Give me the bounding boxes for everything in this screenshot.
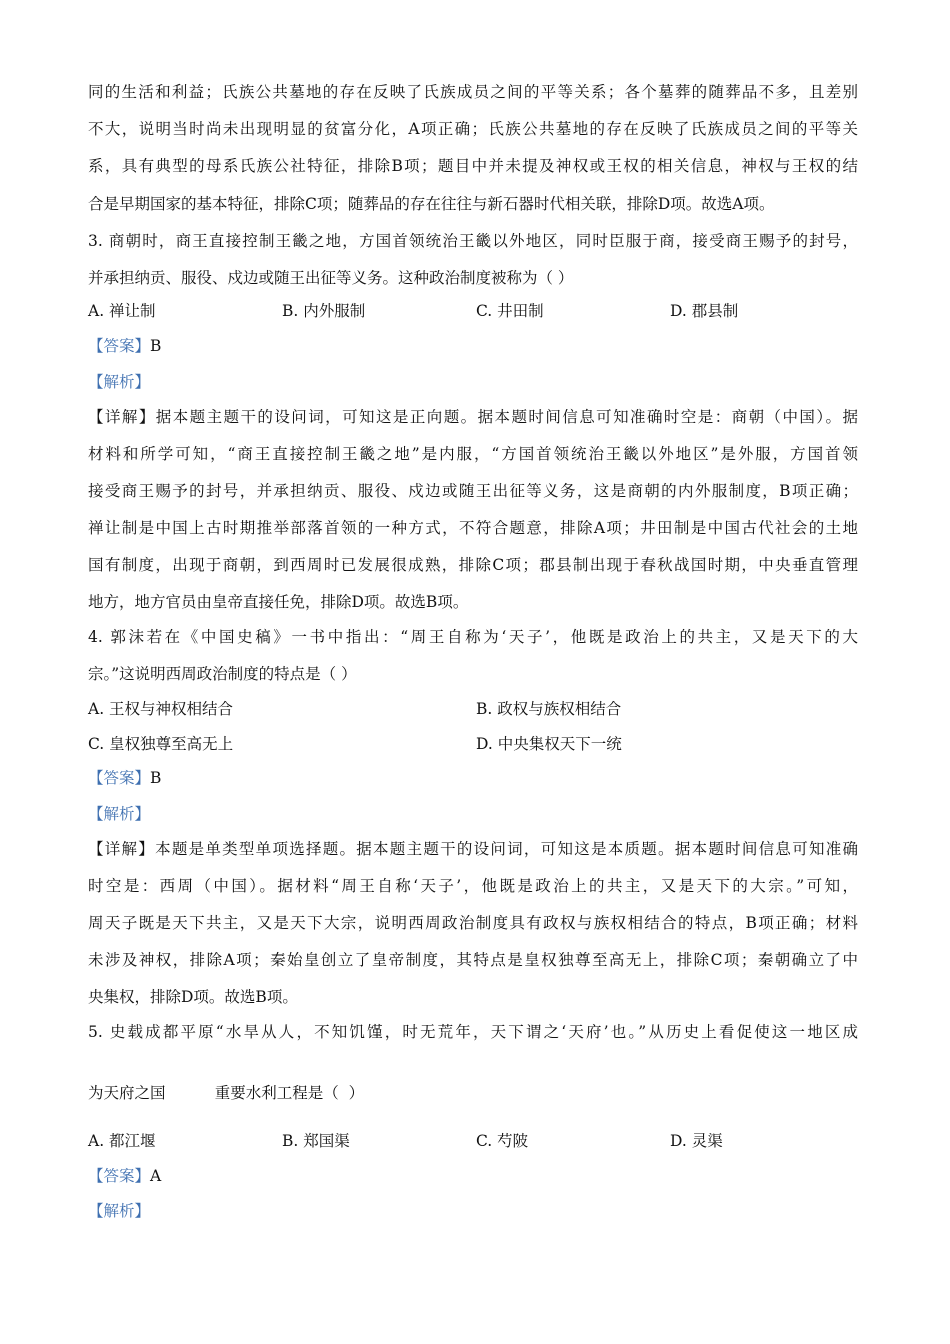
q4-option-b: B. 政权与族权相结合 [476, 700, 622, 718]
q3-stem-line: 并承担纳贡、服役、戍边或随王出征等义务。这种政治制度被称为（ ） [88, 269, 574, 287]
analysis-tag: 【解析】 [88, 1202, 151, 1220]
q4-detail-line: 时空是：西周（中国）。据材料“周王自称‘天子’，他既是政治上的共主，又是天下的大宗。”可知， [88, 877, 858, 895]
q5-option-d: D. 灵渠 [670, 1132, 723, 1150]
answer-tag: 【答案】 [88, 769, 151, 787]
detail-tag: 【详解】 [88, 840, 156, 858]
q4-detail-line: 周天子既是天下共主，又是天下大宗，说明西周政治制度具有政权与族权相结合的特点，B项正确；材料 [88, 914, 858, 932]
q3-stem-line: 3. 商朝时，商王直接控制王畿之地，方国首领统治王畿以外地区，同时臣服于商，接受商王赐予的封号， [88, 232, 858, 250]
q5-option-c: C. 芍陂 [476, 1132, 529, 1150]
q4-detail-line [88, 837, 858, 861]
q2-analysis-line: 系，具有典型的母系氏族公社特征，排除B项；题目中并未提及神权或王权的相关信息，神权与王权的结 [88, 157, 858, 175]
detail-text: 本题是单类型单项选择题。据本题主题干的设问词，可知这是本质题。据本题时间信息可知准确 [155, 840, 858, 858]
q3-detail-line: 地方，地方官员由皇帝直接任免，排除D项。故选B项。 [88, 593, 469, 611]
q3-option-d: D. 郡县制 [670, 302, 739, 320]
q5-answer [88, 1164, 858, 1188]
q4-detail-line: 央集权，排除D项。故选B项。 [88, 988, 298, 1006]
q3-analysis-tag [88, 370, 858, 394]
q2-analysis-line: 合是早期国家的基本特征，排除C项；随葬品的存在往往与新石器时代相关联，排除D项。故选A项。 [88, 195, 775, 213]
q5-stem-line: 为天府之国 重要水利工程是（ ） [88, 1084, 365, 1102]
q4-stem-line: 宗。”这说明西周政治制度的特点是（ ） [88, 665, 357, 683]
q4-analysis-tag [88, 802, 858, 826]
answer-tag: 【答案】 [88, 1167, 151, 1185]
answer-value: B [150, 337, 162, 355]
q5-option-a: A. 都江堰 [88, 1132, 156, 1150]
detail-text: 据本题主题干的设问词，可知这是正向题。据本题时间信息可知准确时空是：商朝（中国）。据 [155, 408, 858, 426]
q4-option-a: A. 王权与神权相结合 [88, 700, 234, 718]
analysis-tag: 【解析】 [88, 373, 151, 391]
answer-tag: 【答案】 [88, 337, 151, 355]
q3-detail-line: 材料和所学可知，“商王直接控制王畿之地”是内服，“方国首领统治王畿以外地区”是外服，方国首领 [88, 445, 858, 463]
q3-detail-line: 国有制度，出现于商朝，到西周时已发展很成熟，排除C项；郡县制出现于春秋战国时期，中央垂直管理 [88, 556, 858, 574]
q5-analysis-tag [88, 1199, 858, 1223]
q2-analysis-line: 同的生活和利益；氏族公共墓地的存在反映了氏族成员之间的平等关系；各个墓葬的随葬品不多，且差别 [88, 83, 858, 101]
q5-option-b: B. 郑国渠 [282, 1132, 350, 1150]
q2-analysis-line: 不大，说明当时尚未出现明显的贫富分化，A项正确；氏族公共墓地的存在反映了氏族成员之间的平等关 [88, 120, 858, 138]
q4-stem-line: 4. 郭沫若在《中国史稿》一书中指出：“周王自称为‘天子’，他既是政治上的共主，又是天下的大 [88, 628, 858, 646]
detail-tag: 【详解】 [88, 408, 156, 426]
analysis-tag: 【解析】 [88, 805, 151, 823]
q4-option-d: D. 中央集权天下一统 [476, 735, 622, 753]
q3-option-b: B. 内外服制 [282, 302, 366, 320]
q4-option-c: C. 皇权独尊至高无上 [88, 735, 234, 753]
q4-detail-line: 未涉及神权，排除A项；秦始皇创立了皇帝制度，其特点是皇权独尊至高无上，排除C项；秦朝确立了中 [88, 951, 858, 969]
q3-option-c: C. 井田制 [476, 302, 544, 320]
q4-answer [88, 766, 858, 790]
q3-detail-line: 接受商王赐予的封号，并承担纳贡、服役、戍边或随王出征等义务，这是商朝的内外服制度，B项正确； [88, 482, 858, 500]
q3-answer [88, 334, 858, 358]
answer-value: A [150, 1167, 162, 1185]
q3-detail-line: 禅让制是中国上古时期推举部落首领的一种方式，不符合题意，排除A项；井田制是中国古代社会的土地 [88, 519, 858, 537]
q3-detail-line [88, 405, 858, 429]
q3-option-a: A. 禅让制 [88, 302, 156, 320]
answer-value: B [150, 769, 162, 787]
q5-stem-line: 5. 史载成都平原“水旱从人，不知饥馑，时无荒年，天下谓之‘天府’也。”从历史上看促使这一地区成 [88, 1023, 858, 1041]
